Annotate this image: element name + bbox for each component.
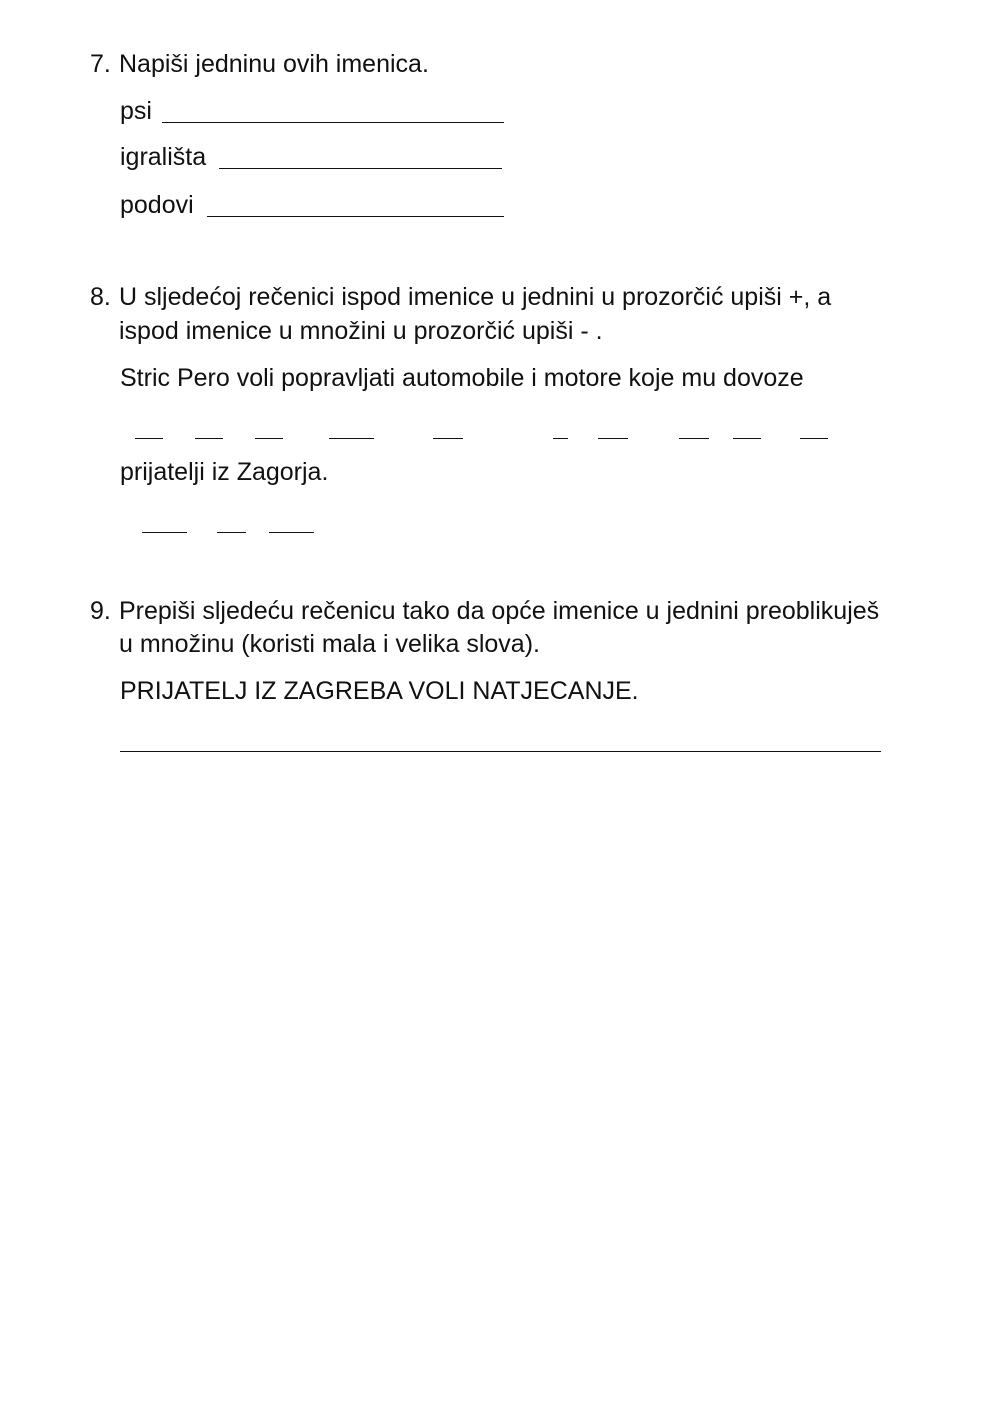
task-9-sentence: PRIJATELJ IZ ZAGREBA VOLI NATJECANJE.	[120, 677, 639, 705]
answer-box[interactable]	[598, 438, 628, 439]
answer-box[interactable]	[433, 438, 463, 439]
answer-box[interactable]	[195, 438, 223, 439]
task-7-instruction: Napiši jedninu ovih imenica.	[119, 50, 429, 78]
task-9-instruction-line2: u množinu (koristi mala i velika slova).	[119, 630, 540, 658]
task-9-instruction-line1: Prepiši sljedeću rečenicu tako da opće imenice u jednini preoblikuješ	[119, 597, 880, 625]
task-8-instruction-line2: ispod imenice u množini u prozorčić upiši - .	[119, 317, 603, 345]
task-8-sentence-line2: prijatelji iz Zagorja.	[120, 458, 329, 486]
answer-box[interactable]	[135, 438, 163, 439]
task-9-number: 9.	[90, 597, 111, 625]
answer-box[interactable]	[142, 532, 187, 533]
answer-box[interactable]	[255, 438, 283, 439]
answer-box[interactable]	[679, 438, 709, 439]
answer-box[interactable]	[553, 438, 568, 439]
answer-line-psi[interactable]	[162, 122, 504, 123]
task-8-sentence-line1: Stric Pero voli popravljati automobile i motore koje mu dovoze	[120, 364, 804, 392]
answer-line-igralista[interactable]	[219, 168, 502, 169]
answer-box[interactable]	[733, 438, 761, 439]
answer-line-task-9[interactable]	[120, 751, 881, 752]
item-label-psi: psi	[120, 97, 152, 125]
item-label-podovi: podovi	[120, 191, 194, 219]
answer-line-podovi[interactable]	[207, 216, 504, 217]
answer-box[interactable]	[800, 438, 828, 439]
task-7-number: 7.	[90, 50, 111, 78]
answer-box[interactable]	[329, 438, 374, 439]
answer-box[interactable]	[217, 532, 246, 533]
item-label-igralista: igrališta	[120, 143, 207, 171]
answer-box[interactable]	[269, 532, 314, 533]
task-8-instruction-line1: U sljedećoj rečenici ispod imenice u jednini u prozorčić upiši +, a	[119, 283, 832, 311]
task-8-number: 8.	[90, 283, 111, 311]
